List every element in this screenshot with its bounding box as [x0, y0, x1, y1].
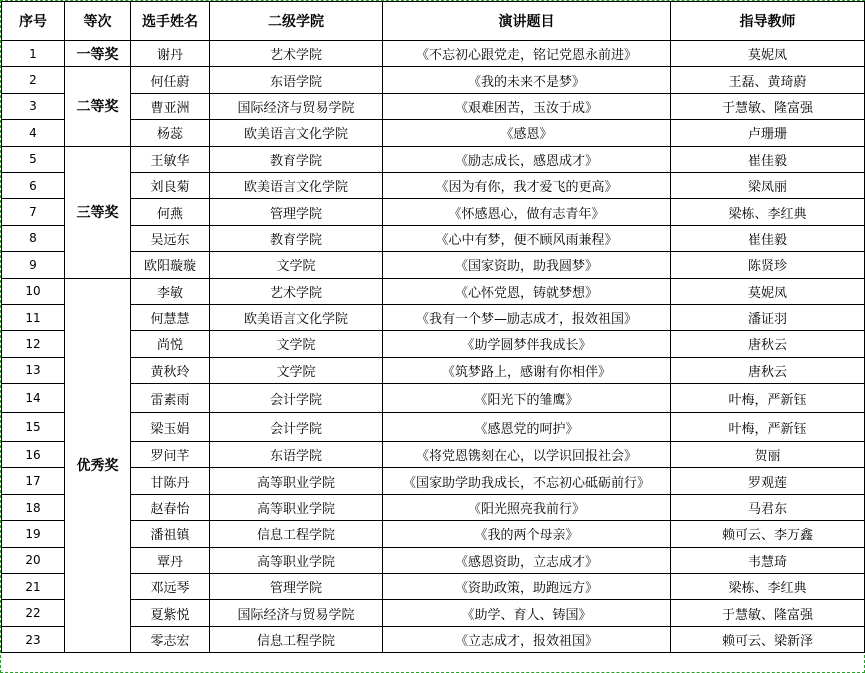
table-row [2, 146, 865, 172]
cell-teacher[interactable]: 梁栋、李红典 [671, 574, 865, 600]
cell-index[interactable]: 17 [2, 468, 65, 494]
table-row [2, 120, 865, 146]
cell-teacher[interactable]: 叶梅，严新钰 [671, 384, 865, 413]
cell-name[interactable]: 黄秋玲 [131, 357, 210, 383]
cell-name[interactable]: 罗问芊 [131, 442, 210, 468]
cell-speech-title[interactable]: 《阳光下的雏鹰》 [383, 384, 671, 413]
cell-index[interactable]: 23 [2, 626, 65, 652]
cell-college[interactable]: 教育学院 [210, 146, 383, 172]
table-row [2, 278, 865, 304]
cell-name[interactable]: 欧阳璇璇 [131, 252, 210, 278]
table-row [2, 626, 865, 652]
cell-name[interactable]: 雷素雨 [131, 384, 210, 413]
cell-speech-title[interactable]: 《我有一个梦—励志成才，报效祖国》 [383, 304, 671, 330]
table-row [2, 357, 865, 383]
award-table [1, 1, 865, 653]
cell-teacher[interactable]: 叶梅，严新钰 [671, 413, 865, 442]
cell-name[interactable]: 吴远东 [131, 225, 210, 251]
cell-speech-title[interactable]: 《不忘初心跟党走，铭记党恩永前进》 [383, 41, 671, 67]
table-body [2, 41, 865, 653]
cell-index[interactable]: 7 [2, 199, 65, 225]
header-row [2, 2, 865, 41]
table-row [2, 547, 865, 573]
cell-index[interactable]: 13 [2, 357, 65, 383]
cell-teacher[interactable]: 唐秋云 [671, 357, 865, 383]
cell-name[interactable]: 赵春怡 [131, 494, 210, 520]
table-row [2, 331, 865, 357]
cell-college[interactable]: 东语学院 [210, 67, 383, 93]
cell-name[interactable]: 何燕 [131, 199, 210, 225]
cell-teacher[interactable]: 陈贤珍 [671, 252, 865, 278]
cell-name[interactable]: 邓远琴 [131, 574, 210, 600]
cell-index[interactable]: 8 [2, 225, 65, 251]
cell-index[interactable]: 19 [2, 521, 65, 547]
cell-index[interactable]: 1 [2, 41, 65, 67]
cell-name[interactable]: 曹亚洲 [131, 93, 210, 119]
cell-speech-title[interactable]: 《国家助学助我成长，不忘初心砥砺前行》 [383, 468, 671, 494]
cell-teacher[interactable]: 崔佳毅 [671, 225, 865, 251]
cell-college[interactable]: 文学院 [210, 331, 383, 357]
cell-speech-title[interactable]: 《感恩资助，立志成才》 [383, 547, 671, 573]
table-row [2, 93, 865, 119]
cell-name[interactable]: 何慧慧 [131, 304, 210, 330]
cell-name[interactable]: 杨蕊 [131, 120, 210, 146]
cell-college[interactable]: 高等职业学院 [210, 547, 383, 573]
cell-speech-title[interactable]: 《艰难困苦，玉汝于成》 [383, 93, 671, 119]
cell-index[interactable]: 14 [2, 384, 65, 413]
cell-teacher[interactable]: 于慧敏、隆富强 [671, 600, 865, 626]
cell-name[interactable]: 何任蔚 [131, 67, 210, 93]
table-row [2, 574, 865, 600]
cell-teacher[interactable]: 韦慧琦 [671, 547, 865, 573]
table-row [2, 413, 865, 442]
cell-name[interactable]: 王敏华 [131, 146, 210, 172]
table-row [2, 199, 865, 225]
table-row [2, 252, 865, 278]
table-row [2, 41, 865, 67]
cell-speech-title[interactable]: 《资助政策，助跑远方》 [383, 574, 671, 600]
cell-index[interactable]: 9 [2, 252, 65, 278]
cell-college[interactable]: 国际经济与贸易学院 [210, 93, 383, 119]
cell-index[interactable]: 15 [2, 413, 65, 442]
cell-teacher[interactable]: 卢珊珊 [671, 120, 865, 146]
cell-award[interactable]: 二等奖 [65, 67, 131, 146]
cell-name[interactable]: 刘良菊 [131, 172, 210, 198]
cell-college[interactable]: 文学院 [210, 357, 383, 383]
cell-college[interactable]: 国际经济与贸易学院 [210, 600, 383, 626]
cell-speech-title[interactable]: 《因为有你，我才爱飞的更高》 [383, 172, 671, 198]
table-row [2, 468, 865, 494]
cell-teacher[interactable]: 于慧敏、隆富强 [671, 93, 865, 119]
header-college[interactable]: 二级学院 [210, 2, 383, 41]
cell-index[interactable]: 20 [2, 547, 65, 573]
cell-index[interactable]: 5 [2, 146, 65, 172]
cell-speech-title[interactable]: 《筑梦路上，感谢有你相伴》 [383, 357, 671, 383]
table-row [2, 494, 865, 520]
cell-index[interactable]: 2 [2, 67, 65, 93]
cell-college[interactable]: 高等职业学院 [210, 468, 383, 494]
cell-award[interactable]: 三等奖 [65, 146, 131, 278]
cell-teacher[interactable]: 马君东 [671, 494, 865, 520]
cell-speech-title[interactable]: 《国家资助，助我圆梦》 [383, 252, 671, 278]
cell-college[interactable]: 信息工程学院 [210, 521, 383, 547]
cell-speech-title[interactable]: 《将党恩镌刻在心，以学识回报社会》 [383, 442, 671, 468]
cell-name[interactable]: 梁玉娟 [131, 413, 210, 442]
cell-college[interactable]: 东语学院 [210, 442, 383, 468]
cell-speech-title[interactable]: 《阳光照亮我前行》 [383, 494, 671, 520]
table-row [2, 442, 865, 468]
cell-index[interactable]: 16 [2, 442, 65, 468]
cell-index[interactable]: 4 [2, 120, 65, 146]
cell-speech-title[interactable]: 《立志成才，报效祖国》 [383, 626, 671, 652]
cell-name[interactable]: 甘陈丹 [131, 468, 210, 494]
header-teacher[interactable]: 指导教师 [671, 2, 865, 41]
cell-index[interactable]: 12 [2, 331, 65, 357]
cell-name[interactable]: 李敏 [131, 278, 210, 304]
cell-teacher[interactable]: 罗观莲 [671, 468, 865, 494]
cell-teacher[interactable]: 唐秋云 [671, 331, 865, 357]
table-row [2, 384, 865, 413]
table-row [2, 304, 865, 330]
table-row [2, 67, 865, 93]
cell-college[interactable]: 管理学院 [210, 574, 383, 600]
cell-teacher[interactable]: 赖可云、李万鑫 [671, 521, 865, 547]
cell-index[interactable]: 21 [2, 574, 65, 600]
cell-college[interactable]: 欧美语言文化学院 [210, 172, 383, 198]
cell-speech-title[interactable]: 《感恩》 [383, 120, 671, 146]
table-row [2, 172, 865, 198]
cell-index[interactable]: 22 [2, 600, 65, 626]
header-speech-title[interactable]: 演讲题目 [383, 2, 671, 41]
cell-teacher[interactable]: 王磊、黄琦蔚 [671, 67, 865, 93]
cell-speech-title[interactable]: 《心怀党恩，铸就梦想》 [383, 278, 671, 304]
cell-college[interactable]: 教育学院 [210, 225, 383, 251]
cell-teacher[interactable]: 赖可云、梁新泽 [671, 626, 865, 652]
cell-index[interactable]: 18 [2, 494, 65, 520]
header-award[interactable]: 等次 [65, 2, 131, 41]
cell-index[interactable]: 11 [2, 304, 65, 330]
cell-speech-title[interactable]: 《心中有梦，便不顾风雨兼程》 [383, 225, 671, 251]
cell-teacher[interactable]: 莫妮凤 [671, 41, 865, 67]
cell-name[interactable]: 覃丹 [131, 547, 210, 573]
cell-college[interactable]: 欧美语言文化学院 [210, 120, 383, 146]
cell-teacher[interactable]: 潘证羽 [671, 304, 865, 330]
cell-teacher[interactable]: 梁栋、李红典 [671, 199, 865, 225]
cell-name[interactable]: 尚悦 [131, 331, 210, 357]
cell-index[interactable]: 3 [2, 93, 65, 119]
header-index[interactable]: 序号 [2, 2, 65, 41]
cell-name[interactable]: 零志宏 [131, 626, 210, 652]
cell-index[interactable]: 6 [2, 172, 65, 198]
cell-award[interactable]: 一等奖 [65, 41, 131, 67]
cell-college[interactable]: 信息工程学院 [210, 626, 383, 652]
cell-teacher[interactable]: 莫妮凤 [671, 278, 865, 304]
cell-teacher[interactable]: 梁凤丽 [671, 172, 865, 198]
cell-college[interactable]: 管理学院 [210, 199, 383, 225]
cell-award[interactable]: 优秀奖 [65, 278, 131, 653]
cell-name[interactable]: 夏紫悦 [131, 600, 210, 626]
cell-speech-title[interactable]: 《感恩党的呵护》 [383, 413, 671, 442]
cell-speech-title[interactable]: 《励志成长，感恩成才》 [383, 146, 671, 172]
cell-college[interactable]: 艺术学院 [210, 41, 383, 67]
cell-speech-title[interactable]: 《我的两个母亲》 [383, 521, 671, 547]
cell-teacher[interactable]: 崔佳毅 [671, 146, 865, 172]
table-row [2, 600, 865, 626]
cell-teacher[interactable]: 贺丽 [671, 442, 865, 468]
cell-name[interactable]: 谢丹 [131, 41, 210, 67]
cell-college[interactable]: 高等职业学院 [210, 494, 383, 520]
cell-college[interactable]: 会计学院 [210, 413, 383, 442]
table-row [2, 521, 865, 547]
cell-speech-title[interactable]: 《怀感恩心，做有志青年》 [383, 199, 671, 225]
cell-speech-title[interactable]: 《我的未来不是梦》 [383, 67, 671, 93]
cell-college[interactable]: 会计学院 [210, 384, 383, 413]
cell-college[interactable]: 文学院 [210, 252, 383, 278]
header-name[interactable]: 选手姓名 [131, 2, 210, 41]
cell-index[interactable]: 10 [2, 278, 65, 304]
cell-college[interactable]: 欧美语言文化学院 [210, 304, 383, 330]
cell-speech-title[interactable]: 《助学、育人、铸国》 [383, 600, 671, 626]
cell-speech-title[interactable]: 《助学圆梦伴我成长》 [383, 331, 671, 357]
table-row [2, 225, 865, 251]
cell-name[interactable]: 潘祖镇 [131, 521, 210, 547]
cell-college[interactable]: 艺术学院 [210, 278, 383, 304]
